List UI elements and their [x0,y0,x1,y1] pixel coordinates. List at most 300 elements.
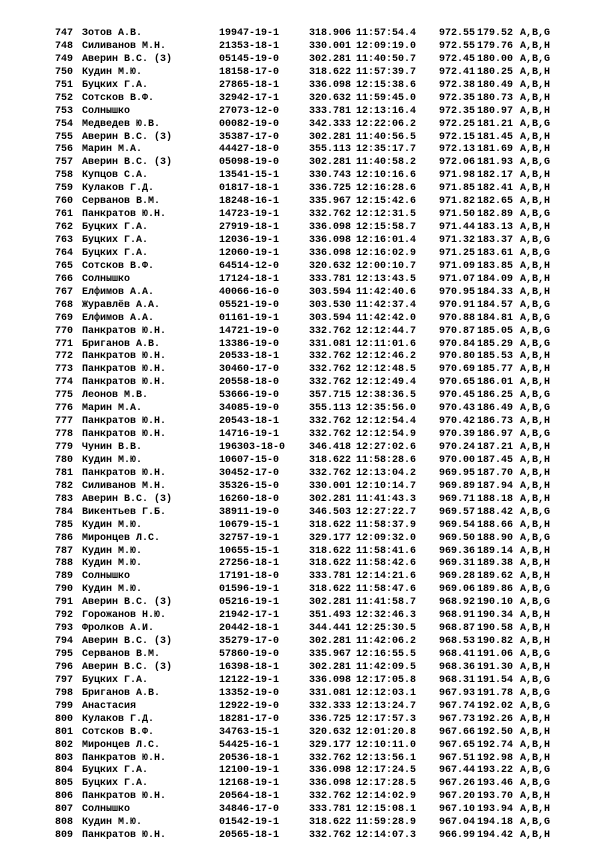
coefficient: 183.61 [477,247,514,259]
categories: A,B,H [520,752,551,764]
table-row [55,740,575,753]
arrival-time: 11:42:40.6 [356,286,417,298]
ring-number: 32757-19-1 [219,532,280,544]
place-number: 754 [55,118,74,130]
ring-number: 53666-19-0 [219,390,280,402]
place-number: 762 [55,222,74,234]
table-row [55,41,575,54]
distance: 330.001 [309,40,352,52]
speed: 968.91 [439,610,476,622]
ring-number: 35326-15-0 [219,480,280,492]
participant-name: Фролков А.И. [82,623,155,635]
ring-number: 01542-19-1 [219,817,280,829]
table-row [55,791,575,804]
table-row [55,106,575,119]
table-row [55,132,575,145]
place-number: 807 [55,804,74,816]
place-number: 808 [55,817,74,829]
speed: 972.35 [439,105,476,117]
participant-name: Бриганов А.В. [82,687,161,699]
distance: 332.762 [309,752,352,764]
participant-name: Буцких Г.А. [82,765,149,777]
categories: A,B,H [520,661,551,673]
place-number: 755 [55,131,74,143]
distance: 333.781 [309,571,352,583]
speed: 969.71 [439,493,476,505]
place-number: 773 [55,364,74,376]
arrival-time: 12:14:21.6 [356,571,417,583]
categories: A,B,H [520,726,551,738]
table-row [55,468,575,481]
arrival-time: 12:22:06.2 [356,118,417,130]
arrival-time: 12:38:36.5 [356,390,417,402]
arrival-time: 12:13:24.7 [356,700,417,712]
speed: 970.91 [439,299,476,311]
coefficient: 191.30 [477,661,514,673]
participant-name: Аверин В.С. (3) [82,131,173,143]
distance: 318.622 [309,454,352,466]
place-number: 787 [55,545,74,557]
place-number: 783 [55,493,74,505]
speed: 970.00 [439,454,476,466]
arrival-time: 12:17:28.5 [356,778,417,790]
categories: A,B,G [520,312,551,324]
arrival-time: 11:41:43.3 [356,493,417,505]
participant-name: Леонов М.В. [82,390,149,402]
place-number: 797 [55,674,74,686]
ring-number: 44427-18-0 [219,144,280,156]
place-number: 799 [55,700,74,712]
ring-number: 18158-17-0 [219,66,280,78]
place-number: 780 [55,454,74,466]
ring-number: 20533-18-1 [219,351,280,363]
coefficient: 181.93 [477,157,514,169]
distance: 355.113 [309,403,352,415]
ring-number: 14723-19-1 [219,209,280,221]
ring-number: 34085-19-0 [219,403,280,415]
distance: 333.781 [309,273,352,285]
place-number: 763 [55,235,74,246]
place-number: 784 [55,506,74,518]
categories: A,B,G [520,584,551,596]
participant-name: Аверин В.С. (3) [82,493,173,505]
participant-name: Буцких Г.А. [82,247,149,259]
speed: 969.50 [439,532,476,544]
results-table [55,28,575,843]
categories: A,B,H [520,830,551,842]
table-row [55,714,575,727]
place-number: 766 [55,273,74,285]
ring-number: 05145-19-0 [219,53,280,65]
distance: 332.762 [309,429,352,441]
coefficient: 190.34 [477,610,514,622]
coefficient: 186.01 [477,377,514,389]
speed: 969.54 [439,519,476,531]
table-row [55,817,575,830]
speed: 971.98 [439,170,476,182]
categories: A,B,G [520,338,551,350]
table-row [55,339,575,352]
ring-number: 10655-15-1 [219,545,280,557]
ring-number: 30460-17-0 [219,364,280,376]
table-row [55,170,575,183]
categories: A,B,H [520,791,551,803]
coefficient: 189.14 [477,545,514,557]
categories: A,B,H [520,273,551,285]
distance: 357.715 [309,390,352,402]
table-row [55,584,575,597]
place-number: 753 [55,105,74,117]
categories: A,B,H [520,739,551,751]
ring-number: 27073-12-0 [219,105,280,117]
speed: 972.55 [439,40,476,52]
arrival-time: 12:10:11.0 [356,739,417,751]
place-number: 791 [55,597,74,609]
coefficient: 180.73 [477,92,514,104]
participant-name: Панкратов Ю.Н. [82,364,167,376]
place-number: 765 [55,260,74,272]
participant-name: Чунин В.В. [82,442,143,453]
speed: 969.95 [439,467,476,479]
ring-number: 14721-19-0 [219,325,280,337]
ring-number: 21353-18-1 [219,40,280,52]
ring-number: 13386-19-0 [219,338,280,350]
distance: 318.906 [309,28,352,39]
coefficient: 193.22 [477,765,514,777]
table-row [55,326,575,339]
arrival-time: 12:12:54.4 [356,416,417,428]
arrival-time: 12:16:55.5 [356,649,417,660]
arrival-time: 12:35:56.0 [356,403,417,415]
categories: A,B,H [520,610,551,622]
arrival-time: 12:13:16.4 [356,105,417,117]
place-number: 748 [55,40,74,52]
categories: A,B,H [520,183,551,195]
place-number: 792 [55,610,74,622]
categories: A,B,H [520,351,551,363]
table-row [55,558,575,571]
participant-name: Буцких Г.А. [82,674,149,686]
speed: 970.84 [439,338,476,350]
speed: 969.89 [439,480,476,492]
place-number: 796 [55,661,74,673]
coefficient: 193.94 [477,804,514,816]
participant-name: Буцких Г.А. [82,235,149,246]
table-row [55,54,575,67]
participant-name: Панкратов Ю.Н. [82,752,167,764]
coefficient: 187.70 [477,467,514,479]
place-number: 777 [55,416,74,428]
table-row [55,675,575,688]
coefficient: 192.98 [477,752,514,764]
speed: 967.65 [439,739,476,751]
speed: 970.65 [439,377,476,389]
arrival-time: 12:13:43.5 [356,273,417,285]
distance: 336.098 [309,674,352,686]
table-row [55,610,575,623]
ring-number: 12122-19-1 [219,674,280,686]
speed: 970.87 [439,325,476,337]
table-row [55,300,575,313]
arrival-time: 12:16:02.9 [356,247,417,259]
coefficient: 180.00 [477,53,514,65]
ring-number: 20536-18-1 [219,752,280,764]
table-row [55,416,575,429]
distance: 318.622 [309,584,352,596]
participant-name: Панкратов Ю.Н. [82,377,167,389]
arrival-time: 11:42:37.4 [356,299,417,311]
coefficient: 188.90 [477,532,514,544]
speed: 972.15 [439,131,476,143]
categories: A,B,H [520,196,551,208]
speed: 968.87 [439,623,476,635]
arrival-time: 11:42:42.0 [356,312,417,324]
place-number: 749 [55,53,74,65]
participant-name: Марин М.А. [82,403,143,415]
distance: 302.281 [309,661,352,673]
categories: A,B,H [520,713,551,725]
categories: A,B,G [520,778,551,790]
ring-number: 34763-15-1 [219,726,280,738]
coefficient: 183.85 [477,260,514,272]
coefficient: 185.77 [477,364,514,376]
speed: 971.32 [439,235,476,246]
place-number: 751 [55,79,74,91]
coefficient: 190.82 [477,636,514,648]
categories: A,B,G [520,118,551,130]
arrival-time: 12:13:56.1 [356,752,417,764]
place-number: 781 [55,467,74,479]
distance: 320.632 [309,260,352,272]
categories: A,B,G [520,325,551,337]
distance: 318.622 [309,519,352,531]
table-row [55,287,575,300]
distance: 303.530 [309,299,352,311]
ring-number: 10607-15-0 [219,454,280,466]
table-row [55,183,575,196]
arrival-time: 12:17:24.5 [356,765,417,777]
ring-number: 19947-19-1 [219,28,280,39]
place-number: 761 [55,209,74,221]
categories: A,B,G [520,53,551,65]
speed: 970.80 [439,351,476,363]
arrival-time: 11:41:58.7 [356,597,417,609]
coefficient: 191.54 [477,674,514,686]
participant-name: Аверин В.С. (3) [82,661,173,673]
coefficient: 184.57 [477,299,514,311]
speed: 972.41 [439,66,476,78]
table-row [55,520,575,533]
ring-number: 13352-19-0 [219,687,280,699]
speed: 972.25 [439,118,476,130]
distance: 331.081 [309,687,352,699]
speed: 969.28 [439,571,476,583]
place-number: 764 [55,247,74,259]
categories: A,B,H [520,467,551,479]
speed: 967.10 [439,804,476,816]
participant-name: Горожанов Н.Ю. [82,610,167,622]
speed: 968.92 [439,597,476,609]
coefficient: 193.70 [477,791,514,803]
ring-number: 16398-18-1 [219,661,280,673]
table-row [55,481,575,494]
participant-name: Солнышко [82,804,131,816]
categories: A,B,H [520,105,551,117]
ring-number: 12036-19-1 [219,235,280,246]
table-row [55,688,575,701]
speed: 967.26 [439,778,476,790]
speed: 971.82 [439,196,476,208]
place-number: 747 [55,28,74,39]
categories: A,B,H [520,92,551,104]
coefficient: 180.25 [477,66,514,78]
distance: 331.081 [309,338,352,350]
distance: 318.622 [309,545,352,557]
arrival-time: 12:32:46.3 [356,610,417,622]
place-number: 785 [55,519,74,531]
arrival-time: 12:13:04.2 [356,467,417,479]
table-row [55,571,575,584]
participant-name: Солнышко [82,571,131,583]
speed: 967.66 [439,726,476,738]
distance: 355.113 [309,144,352,156]
coefficient: 191.06 [477,649,514,660]
place-number: 769 [55,312,74,324]
coefficient: 185.29 [477,338,514,350]
distance: 302.281 [309,493,352,505]
distance: 336.098 [309,235,352,246]
distance: 330.001 [309,480,352,492]
participant-name: Аверин В.С. (3) [82,597,173,609]
arrival-time: 12:16:01.4 [356,235,417,246]
categories: A,B,G [520,235,551,246]
table-row [55,222,575,235]
place-number: 798 [55,687,74,699]
speed: 969.06 [439,584,476,596]
arrival-time: 12:15:58.7 [356,222,417,234]
participant-name: Аверин В.С. (3) [82,157,173,169]
ring-number: 27865-18-1 [219,79,280,91]
place-number: 772 [55,351,74,363]
place-number: 800 [55,713,74,725]
distance: 302.281 [309,131,352,143]
table-row [55,636,575,649]
participant-name: Серванов В.М. [82,649,161,660]
table-row [55,765,575,778]
arrival-time: 12:15:38.6 [356,79,417,91]
categories: A,B,H [520,623,551,635]
coefficient: 187.21 [477,442,514,453]
arrival-time: 11:42:09.5 [356,661,417,673]
ring-number: 05216-19-1 [219,597,280,609]
speed: 972.35 [439,92,476,104]
categories: A,B,G [520,649,551,660]
arrival-time: 12:09:32.0 [356,532,417,544]
coefficient: 182.89 [477,209,514,221]
participant-name: Кудин М.Ю. [82,454,143,466]
table-row [55,67,575,80]
arrival-time: 11:59:45.0 [356,92,417,104]
table-row [55,830,575,843]
speed: 968.53 [439,636,476,648]
distance: 333.781 [309,804,352,816]
distance: 332.762 [309,364,352,376]
table-row [55,727,575,740]
table-row [55,546,575,559]
table-row [55,351,575,364]
coefficient: 182.65 [477,196,514,208]
participant-name: Силиванов М.Н. [82,40,167,52]
participant-name: Серванов В.М. [82,196,161,208]
speed: 972.38 [439,79,476,91]
ring-number: 01596-19-1 [219,584,280,596]
table-row [55,119,575,132]
place-number: 803 [55,752,74,764]
table-row [55,804,575,817]
distance: 332.762 [309,325,352,337]
categories: A,B,H [520,480,551,492]
arrival-time: 12:35:17.7 [356,144,417,156]
speed: 969.36 [439,545,476,557]
coefficient: 183.13 [477,222,514,234]
categories: A,B,H [520,416,551,428]
categories: A,B,G [520,687,551,699]
table-row [55,313,575,326]
place-number: 788 [55,558,74,570]
distance: 332.762 [309,209,352,221]
table-row [55,533,575,546]
ring-number: 12060-19-1 [219,247,280,259]
participant-name: Панкратов Ю.Н. [82,830,167,842]
coefficient: 192.02 [477,700,514,712]
participant-name: Панкратов Ю.Н. [82,325,167,337]
speed: 972.55 [439,28,476,39]
categories: A,B,H [520,377,551,389]
ring-number: 00082-19-0 [219,118,280,130]
place-number: 757 [55,157,74,169]
ring-number: 20543-18-1 [219,416,280,428]
categories: A,B,G [520,700,551,712]
ring-number: 17191-18-0 [219,571,280,583]
coefficient: 186.25 [477,390,514,402]
arrival-time: 12:12:44.7 [356,325,417,337]
participant-name: Кудин М.Ю. [82,558,143,570]
place-number: 752 [55,92,74,104]
table-row [55,93,575,106]
ring-number: 35279-17-0 [219,636,280,648]
categories: A,B,G [520,28,551,39]
arrival-time: 12:12:54.9 [356,429,417,441]
categories: A,B,G [520,299,551,311]
arrival-time: 12:15:42.6 [356,196,417,208]
participant-name: Буцких Г.А. [82,222,149,234]
arrival-time: 12:12:46.2 [356,351,417,363]
distance: 336.098 [309,247,352,259]
coefficient: 179.76 [477,40,514,52]
categories: A,B,H [520,364,551,376]
speed: 971.25 [439,247,476,259]
table-row [55,403,575,416]
distance: 336.098 [309,765,352,777]
participant-name: Сотсков В.Ф. [82,92,155,104]
participant-name: Кудин М.Ю. [82,545,143,557]
place-number: 793 [55,623,74,635]
participant-name: Кудин М.Ю. [82,817,143,829]
table-row [55,364,575,377]
coefficient: 190.58 [477,623,514,635]
arrival-time: 12:10:16.6 [356,170,417,182]
distance: 330.743 [309,170,352,182]
